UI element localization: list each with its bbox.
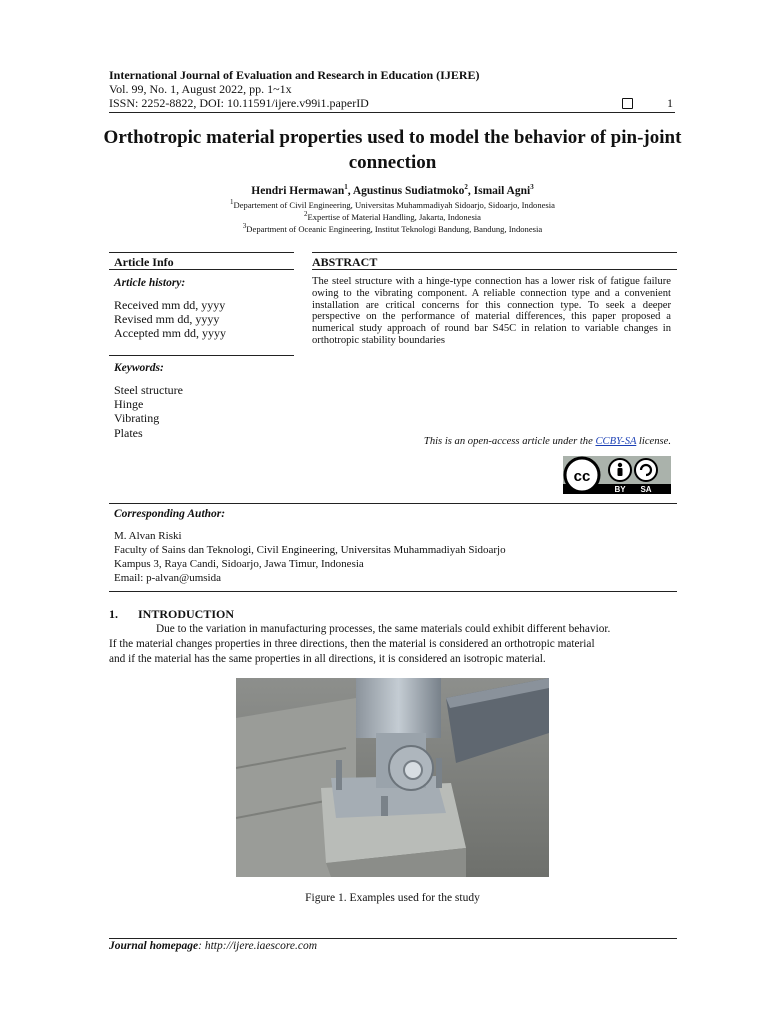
open-access-note xyxy=(312,436,671,447)
oa-suffix: license. xyxy=(636,436,671,447)
author-list xyxy=(100,183,685,197)
affiliation-text: Expertise of Material Handling, Jakarta, Indonesia xyxy=(307,211,481,222)
affiliation-number: 3 xyxy=(242,222,247,230)
info-top-rule xyxy=(109,252,294,253)
footer-rule xyxy=(109,938,677,939)
paragraph-line: If the material changes properties in three directions, then the material is considered an orthotropic material xyxy=(109,638,595,650)
keywords-heading: Keywords: xyxy=(114,362,164,374)
accepted-date: Accepted mm dd, yyyy xyxy=(114,326,226,340)
anchor-bolt xyxy=(381,796,388,816)
author-separator: , xyxy=(347,184,353,197)
corresponding-email: Email: p-alvan@umsida xyxy=(114,572,221,584)
affiliation-text: Department of Oceanic Engineering, Institut Teknologi Bandung, Bandung, Indonesia xyxy=(246,223,543,234)
paragraph-line: Due to the variation in manufacturing processes, the same materials could exhibit different behavior. xyxy=(156,623,611,635)
homepage-url[interactable]: : http://ijere.iaescore.com xyxy=(198,940,318,952)
introduction-heading xyxy=(109,607,234,622)
keyword: Steel structure xyxy=(114,383,183,397)
by-label: BY xyxy=(614,485,626,494)
paper-title: Orthotropic material properties used to model the behavior of pin-joint connection xyxy=(103,127,682,173)
abstract-text: The steel structure with a hinge-type connection has a lower risk of fatigue failure owing to the vibrating component. A reliable connection type and a convenient installation are critical concerns for this connection type. To seek a deeper perspective on the performance of material differences, this paper proposed a numerical study approach of round bar S45C in relation to variable changes in orthotropic stability boundaries xyxy=(312,276,671,346)
header-rule xyxy=(109,112,675,113)
abstract-top-rule xyxy=(312,252,677,253)
author-name: Ismail Agni xyxy=(473,184,531,197)
author-affiliation-mark: 3 xyxy=(530,183,534,191)
corresponding-bottom-rule xyxy=(109,591,677,592)
page-number: 1 xyxy=(667,96,673,110)
affiliation-number: 1 xyxy=(230,198,234,206)
article-info-heading: Article Info xyxy=(114,255,174,269)
corresponding-name: M. Alvan Riski xyxy=(114,530,182,542)
corresponding-top-rule xyxy=(109,503,677,504)
figure-photo xyxy=(236,678,549,877)
author-name: Agustinus Sudiatmoko xyxy=(352,184,465,197)
pin-bolt xyxy=(404,761,422,779)
section-title: INTRODUCTION xyxy=(138,607,235,621)
cc-by-sa-badge[interactable] xyxy=(563,456,671,494)
section-number: 1. xyxy=(109,607,118,621)
author-name: Hendri Hermawan xyxy=(251,184,345,197)
oa-prefix: This is an open-access article under the xyxy=(423,436,596,447)
keyword: Plates xyxy=(114,426,143,440)
anchor-bolt xyxy=(436,758,442,788)
info-heading-rule xyxy=(109,269,294,270)
pin-joint-photo xyxy=(236,678,549,877)
by-person-head xyxy=(618,463,622,467)
author-affiliation-mark: 2 xyxy=(464,183,468,191)
cc-badge-graphic xyxy=(563,456,671,494)
figure-caption: Figure 1. Examples used for the study xyxy=(305,892,480,904)
keyword: Hinge xyxy=(114,397,144,411)
affiliation xyxy=(100,210,685,222)
affiliation-text: Departement of Civil Engineering, Universitas Muhammadiyah Sidoarjo, Sidoarjo, Indonesia xyxy=(233,199,555,210)
journal-homepage xyxy=(109,940,317,952)
corresponding-heading: Corresponding Author: xyxy=(114,508,226,520)
corresponding-faculty: Faculty of Sains dan Teknologi, Civil Engineering, Universitas Muhammadiyah Sidoarjo xyxy=(114,544,506,556)
history-rule xyxy=(109,355,294,356)
revised-date: Revised mm dd, yyyy xyxy=(114,312,220,326)
share-alike-icon xyxy=(635,459,657,481)
author-affiliation-mark: 1 xyxy=(344,183,348,191)
received-date: Received mm dd, yyyy xyxy=(114,298,226,312)
volume-info: Vol. 99, No. 1, August 2022, pp. 1~1x xyxy=(109,82,292,96)
by-person-body xyxy=(618,468,623,476)
affiliation xyxy=(100,198,685,210)
license-link[interactable]: CCBY-SA xyxy=(595,436,637,447)
steel-column xyxy=(356,678,441,738)
affiliation xyxy=(100,222,685,234)
sa-label: SA xyxy=(640,485,652,494)
keyword: Vibrating xyxy=(114,411,160,425)
anchor-bolt xyxy=(336,760,342,790)
issn-doi: ISSN: 2252-8822, DOI: 10.11591/ijere.v99i1.paperID xyxy=(109,96,369,110)
cc-text: cc xyxy=(573,468,591,485)
paragraph-line: and if the material has the same properties in all directions, it is considered an isotropic material. xyxy=(109,653,546,665)
homepage-label: Journal homepage xyxy=(109,940,199,952)
introduction-paragraph xyxy=(109,622,675,667)
article-history-heading: Article history: xyxy=(114,277,186,289)
author-separator: , xyxy=(467,184,474,197)
square-icon xyxy=(622,98,633,109)
abstract-heading-rule xyxy=(312,269,677,270)
abstract-heading: ABSTRACT xyxy=(312,255,378,269)
affiliation-number: 2 xyxy=(304,210,308,218)
journal-name: International Journal of Evaluation and Research in Education (IJERE) xyxy=(109,68,480,82)
corresponding-address: Kampus 3, Raya Candi, Sidoarjo, Jawa Timur, Indonesia xyxy=(114,558,364,570)
